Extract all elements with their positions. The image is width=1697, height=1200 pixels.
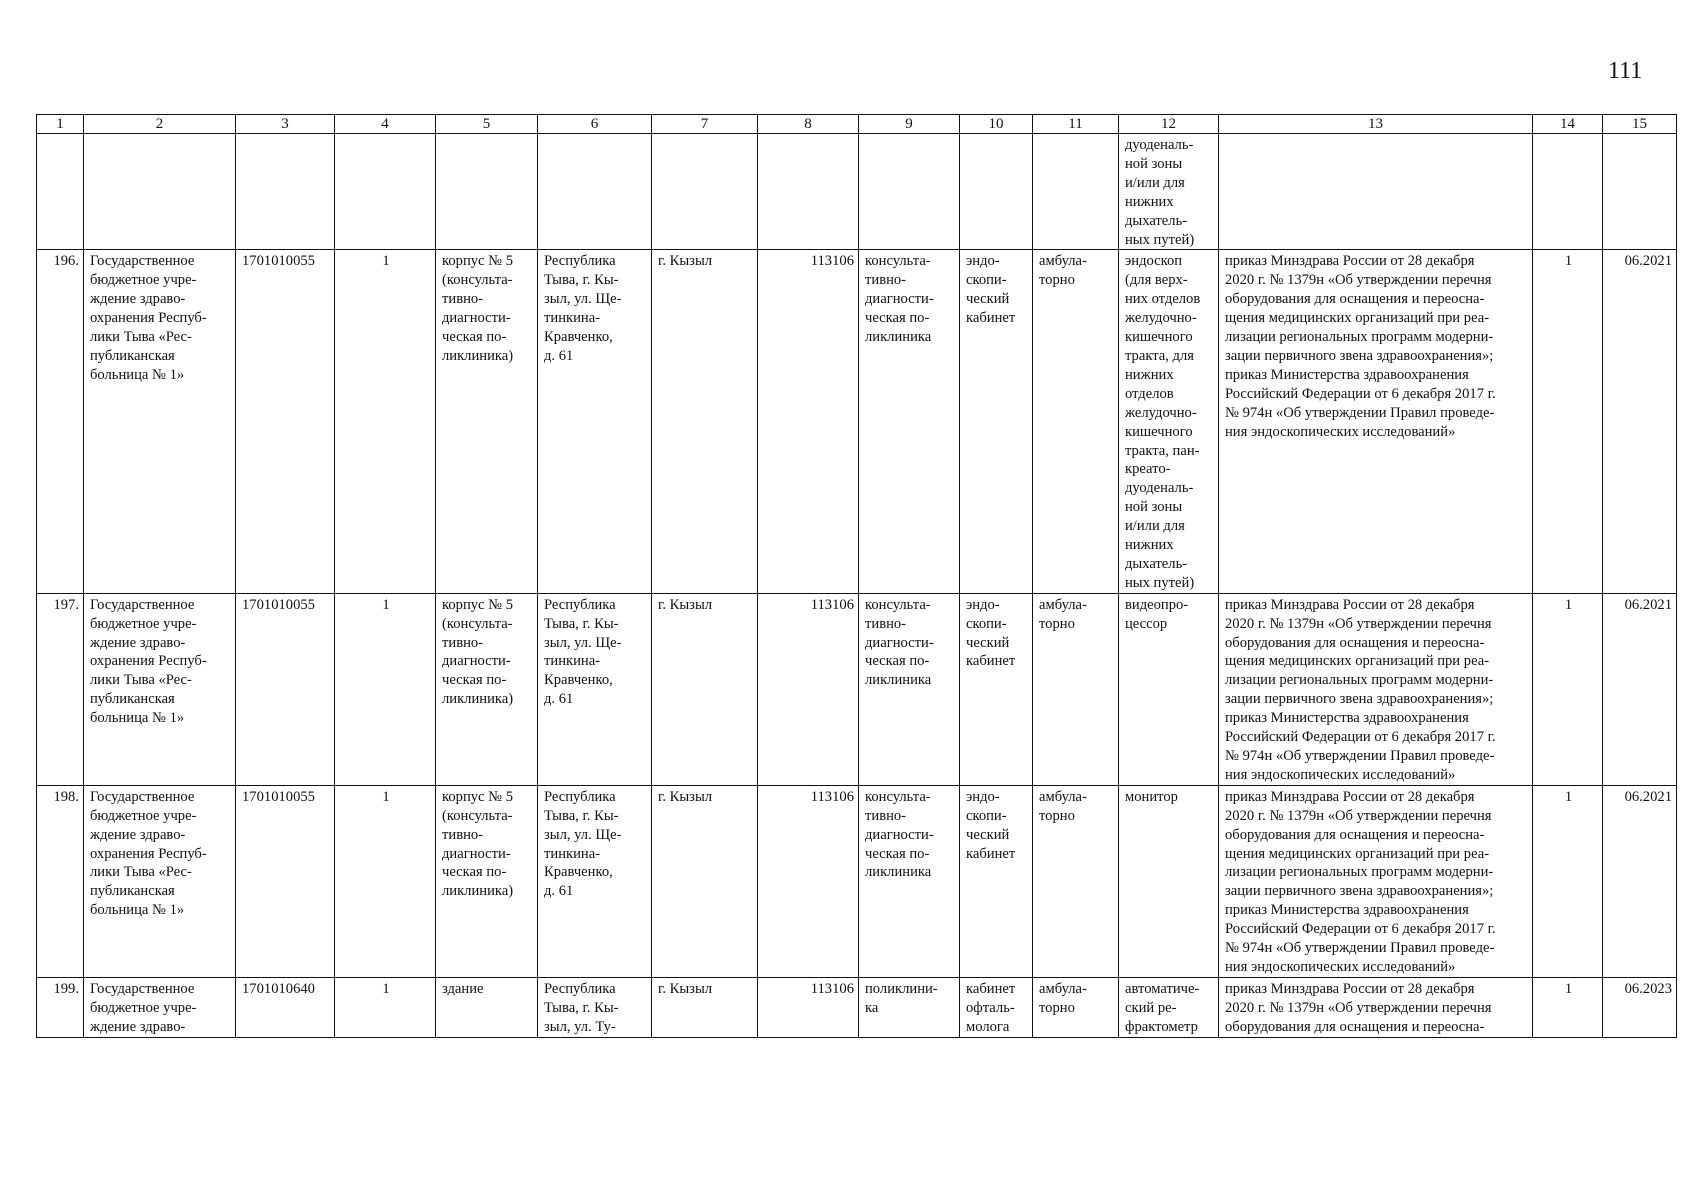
row-number: 197. bbox=[37, 593, 84, 785]
empty-cell bbox=[1533, 134, 1603, 250]
equipment-cell: эндоскоп (для верх- них отделов желудочно- кишечного тракта, для нижних отделов желудочно- кишечного тракта, пан- креато- дуоденаль- ной зоны и/или для нижних дыхатель- ных путей) bbox=[1119, 250, 1219, 593]
address-cell: Республика Тыва, г. Кы- зыл, ул. Ще- тинкина- Кравченко, д. 61 bbox=[538, 250, 652, 593]
column-header: 8 bbox=[758, 115, 859, 134]
table-row bbox=[37, 785, 1677, 977]
unit-cell: консульта- тивно- диагности- ческая по- ликлиника bbox=[859, 593, 960, 785]
floors-cell: 1 bbox=[335, 593, 436, 785]
organization-cell: Государственное бюджетное учре- ждение здраво- bbox=[84, 977, 236, 1037]
city-cell: г. Кызыл bbox=[652, 785, 758, 977]
unit-cell: консульта- тивно- диагности- ческая по- ликлиника bbox=[859, 250, 960, 593]
empty-cell bbox=[1033, 134, 1119, 250]
legal-basis-cell: приказ Минздрава России от 28 декабря 2020 г. № 1379н «Об утверждении перечня оборудования для оснащения и переосна- bbox=[1219, 977, 1533, 1037]
column-header: 15 bbox=[1603, 115, 1677, 134]
care-type-cell: амбула- торно bbox=[1033, 250, 1119, 593]
column-header: 1 bbox=[37, 115, 84, 134]
column-header: 10 bbox=[960, 115, 1033, 134]
equipment-cell: автоматиче- ский ре- фрактометр bbox=[1119, 977, 1219, 1037]
empty-cell bbox=[758, 134, 859, 250]
table-row bbox=[37, 593, 1677, 785]
row-number: 199. bbox=[37, 977, 84, 1037]
city-cell: г. Кызыл bbox=[652, 593, 758, 785]
floors-cell: 1 bbox=[335, 250, 436, 593]
header-row bbox=[37, 115, 1677, 134]
column-header: 2 bbox=[84, 115, 236, 134]
equipment-cell: видеопро- цессор bbox=[1119, 593, 1219, 785]
legal-basis-cell: приказ Минздрава России от 28 декабря 2020 г. № 1379н «Об утверждении перечня оборудования для оснащения и переосна- щения медицинских организаций при реа- лизации региональных программ модерни- зации первичного звена здравоохранения»; приказ Министерства здравоохранения Российский Федерации от 6 декабря 2017 г. № 974н «Об утверждении Правил проведе- ния эндоскопических исследований» bbox=[1219, 785, 1533, 977]
row-number: 198. bbox=[37, 785, 84, 977]
empty-cell bbox=[236, 134, 335, 250]
oid-cell: 1701010055 bbox=[236, 250, 335, 593]
organization-cell: Государственное бюджетное учре- ждение здраво- охранения Респуб- лики Тыва «Рес- публиканская больница № 1» bbox=[84, 250, 236, 593]
column-header: 11 bbox=[1033, 115, 1119, 134]
column-header: 5 bbox=[436, 115, 538, 134]
building-cell: здание bbox=[436, 977, 538, 1037]
address-cell: Республика Тыва, г. Кы- зыл, ул. Ще- тинкина- Кравченко, д. 61 bbox=[538, 785, 652, 977]
quantity-cell: 1 bbox=[1533, 977, 1603, 1037]
address-cell: Республика Тыва, г. Кы- зыл, ул. Ще- тинкина- Кравченко, д. 61 bbox=[538, 593, 652, 785]
column-header: 4 bbox=[335, 115, 436, 134]
legal-basis-cell: приказ Минздрава России от 28 декабря 2020 г. № 1379н «Об утверждении перечня оборудования для оснащения и переосна- щения медицинских организаций при реа- лизации региональных программ модерни- зации первичного звена здравоохранения»; приказ Министерства здравоохранения Российский Федерации от 6 декабря 2017 г. № 974н «Об утверждении Правил проведе- ния эндоскопических исследований» bbox=[1219, 250, 1533, 593]
code-cell: 113106 bbox=[758, 593, 859, 785]
empty-cell bbox=[859, 134, 960, 250]
date-cell: 06.2021 bbox=[1603, 250, 1677, 593]
table-row bbox=[37, 250, 1677, 593]
column-header: 7 bbox=[652, 115, 758, 134]
empty-cell bbox=[960, 134, 1033, 250]
code-cell: 113106 bbox=[758, 977, 859, 1037]
unit-cell: консульта- тивно- диагности- ческая по- ликлиника bbox=[859, 785, 960, 977]
date-cell: 06.2021 bbox=[1603, 785, 1677, 977]
equipment-cell: монитор bbox=[1119, 785, 1219, 977]
address-cell: Республика Тыва, г. Кы- зыл, ул. Ту- bbox=[538, 977, 652, 1037]
floors-cell: 1 bbox=[335, 977, 436, 1037]
cabinet-cell: эндо- скопи- ческий кабинет bbox=[960, 785, 1033, 977]
quantity-cell: 1 bbox=[1533, 785, 1603, 977]
care-type-cell: амбула- торно bbox=[1033, 785, 1119, 977]
cabinet-cell: кабинет офталь- молога bbox=[960, 977, 1033, 1037]
empty-cell bbox=[1603, 134, 1677, 250]
date-cell: 06.2023 bbox=[1603, 977, 1677, 1037]
date-cell: 06.2021 bbox=[1603, 593, 1677, 785]
column-header: 13 bbox=[1219, 115, 1533, 134]
oid-cell: 1701010640 bbox=[236, 977, 335, 1037]
cabinet-cell: эндо- скопи- ческий кабинет bbox=[960, 250, 1033, 593]
building-cell: корпус № 5 (консульта- тивно- диагности- ческая по- ликлиника) bbox=[436, 250, 538, 593]
organization-cell: Государственное бюджетное учре- ждение здраво- охранения Респуб- лики Тыва «Рес- публиканская больница № 1» bbox=[84, 785, 236, 977]
organization-cell: Государственное бюджетное учре- ждение здраво- охранения Респуб- лики Тыва «Рес- публиканская больница № 1» bbox=[84, 593, 236, 785]
empty-cell bbox=[335, 134, 436, 250]
unit-cell: поликлини- ка bbox=[859, 977, 960, 1037]
table-row bbox=[37, 977, 1677, 1037]
column-header: 12 bbox=[1119, 115, 1219, 134]
continuation-row bbox=[37, 134, 1677, 250]
column-header: 14 bbox=[1533, 115, 1603, 134]
empty-cell bbox=[538, 134, 652, 250]
row-number: 196. bbox=[37, 250, 84, 593]
quantity-cell: 1 bbox=[1533, 593, 1603, 785]
legal-basis-cell: приказ Минздрава России от 28 декабря 2020 г. № 1379н «Об утверждении перечня оборудования для оснащения и переосна- щения медицинских организаций при реа- лизации региональных программ модерни- зации первичного звена здравоохранения»; приказ Министерства здравоохранения Российский Федерации от 6 декабря 2017 г. № 974н «Об утверждении Правил проведе- ния эндоскопических исследований» bbox=[1219, 593, 1533, 785]
building-cell: корпус № 5 (консульта- тивно- диагности- ческая по- ликлиника) bbox=[436, 593, 538, 785]
building-cell: корпус № 5 (консульта- тивно- диагности- ческая по- ликлиника) bbox=[436, 785, 538, 977]
column-header: 3 bbox=[236, 115, 335, 134]
floors-cell: 1 bbox=[335, 785, 436, 977]
empty-cell bbox=[84, 134, 236, 250]
oid-cell: 1701010055 bbox=[236, 785, 335, 977]
page-number: 111 bbox=[1608, 58, 1643, 84]
empty-cell bbox=[436, 134, 538, 250]
cabinet-cell: эндо- скопи- ческий кабинет bbox=[960, 593, 1033, 785]
oid-cell: 1701010055 bbox=[236, 593, 335, 785]
empty-cell bbox=[37, 134, 84, 250]
city-cell: г. Кызыл bbox=[652, 250, 758, 593]
care-type-cell: амбула- торно bbox=[1033, 977, 1119, 1037]
quantity-cell: 1 bbox=[1533, 250, 1603, 593]
empty-cell bbox=[1219, 134, 1533, 250]
code-cell: 113106 bbox=[758, 250, 859, 593]
equipment-register-table bbox=[36, 114, 1677, 1038]
empty-cell bbox=[652, 134, 758, 250]
column-header: 6 bbox=[538, 115, 652, 134]
column-header: 9 bbox=[859, 115, 960, 134]
equipment-cell: дуоденаль- ной зоны и/или для нижних дыхатель- ных путей) bbox=[1119, 134, 1219, 250]
code-cell: 113106 bbox=[758, 785, 859, 977]
care-type-cell: амбула- торно bbox=[1033, 593, 1119, 785]
city-cell: г. Кызыл bbox=[652, 977, 758, 1037]
